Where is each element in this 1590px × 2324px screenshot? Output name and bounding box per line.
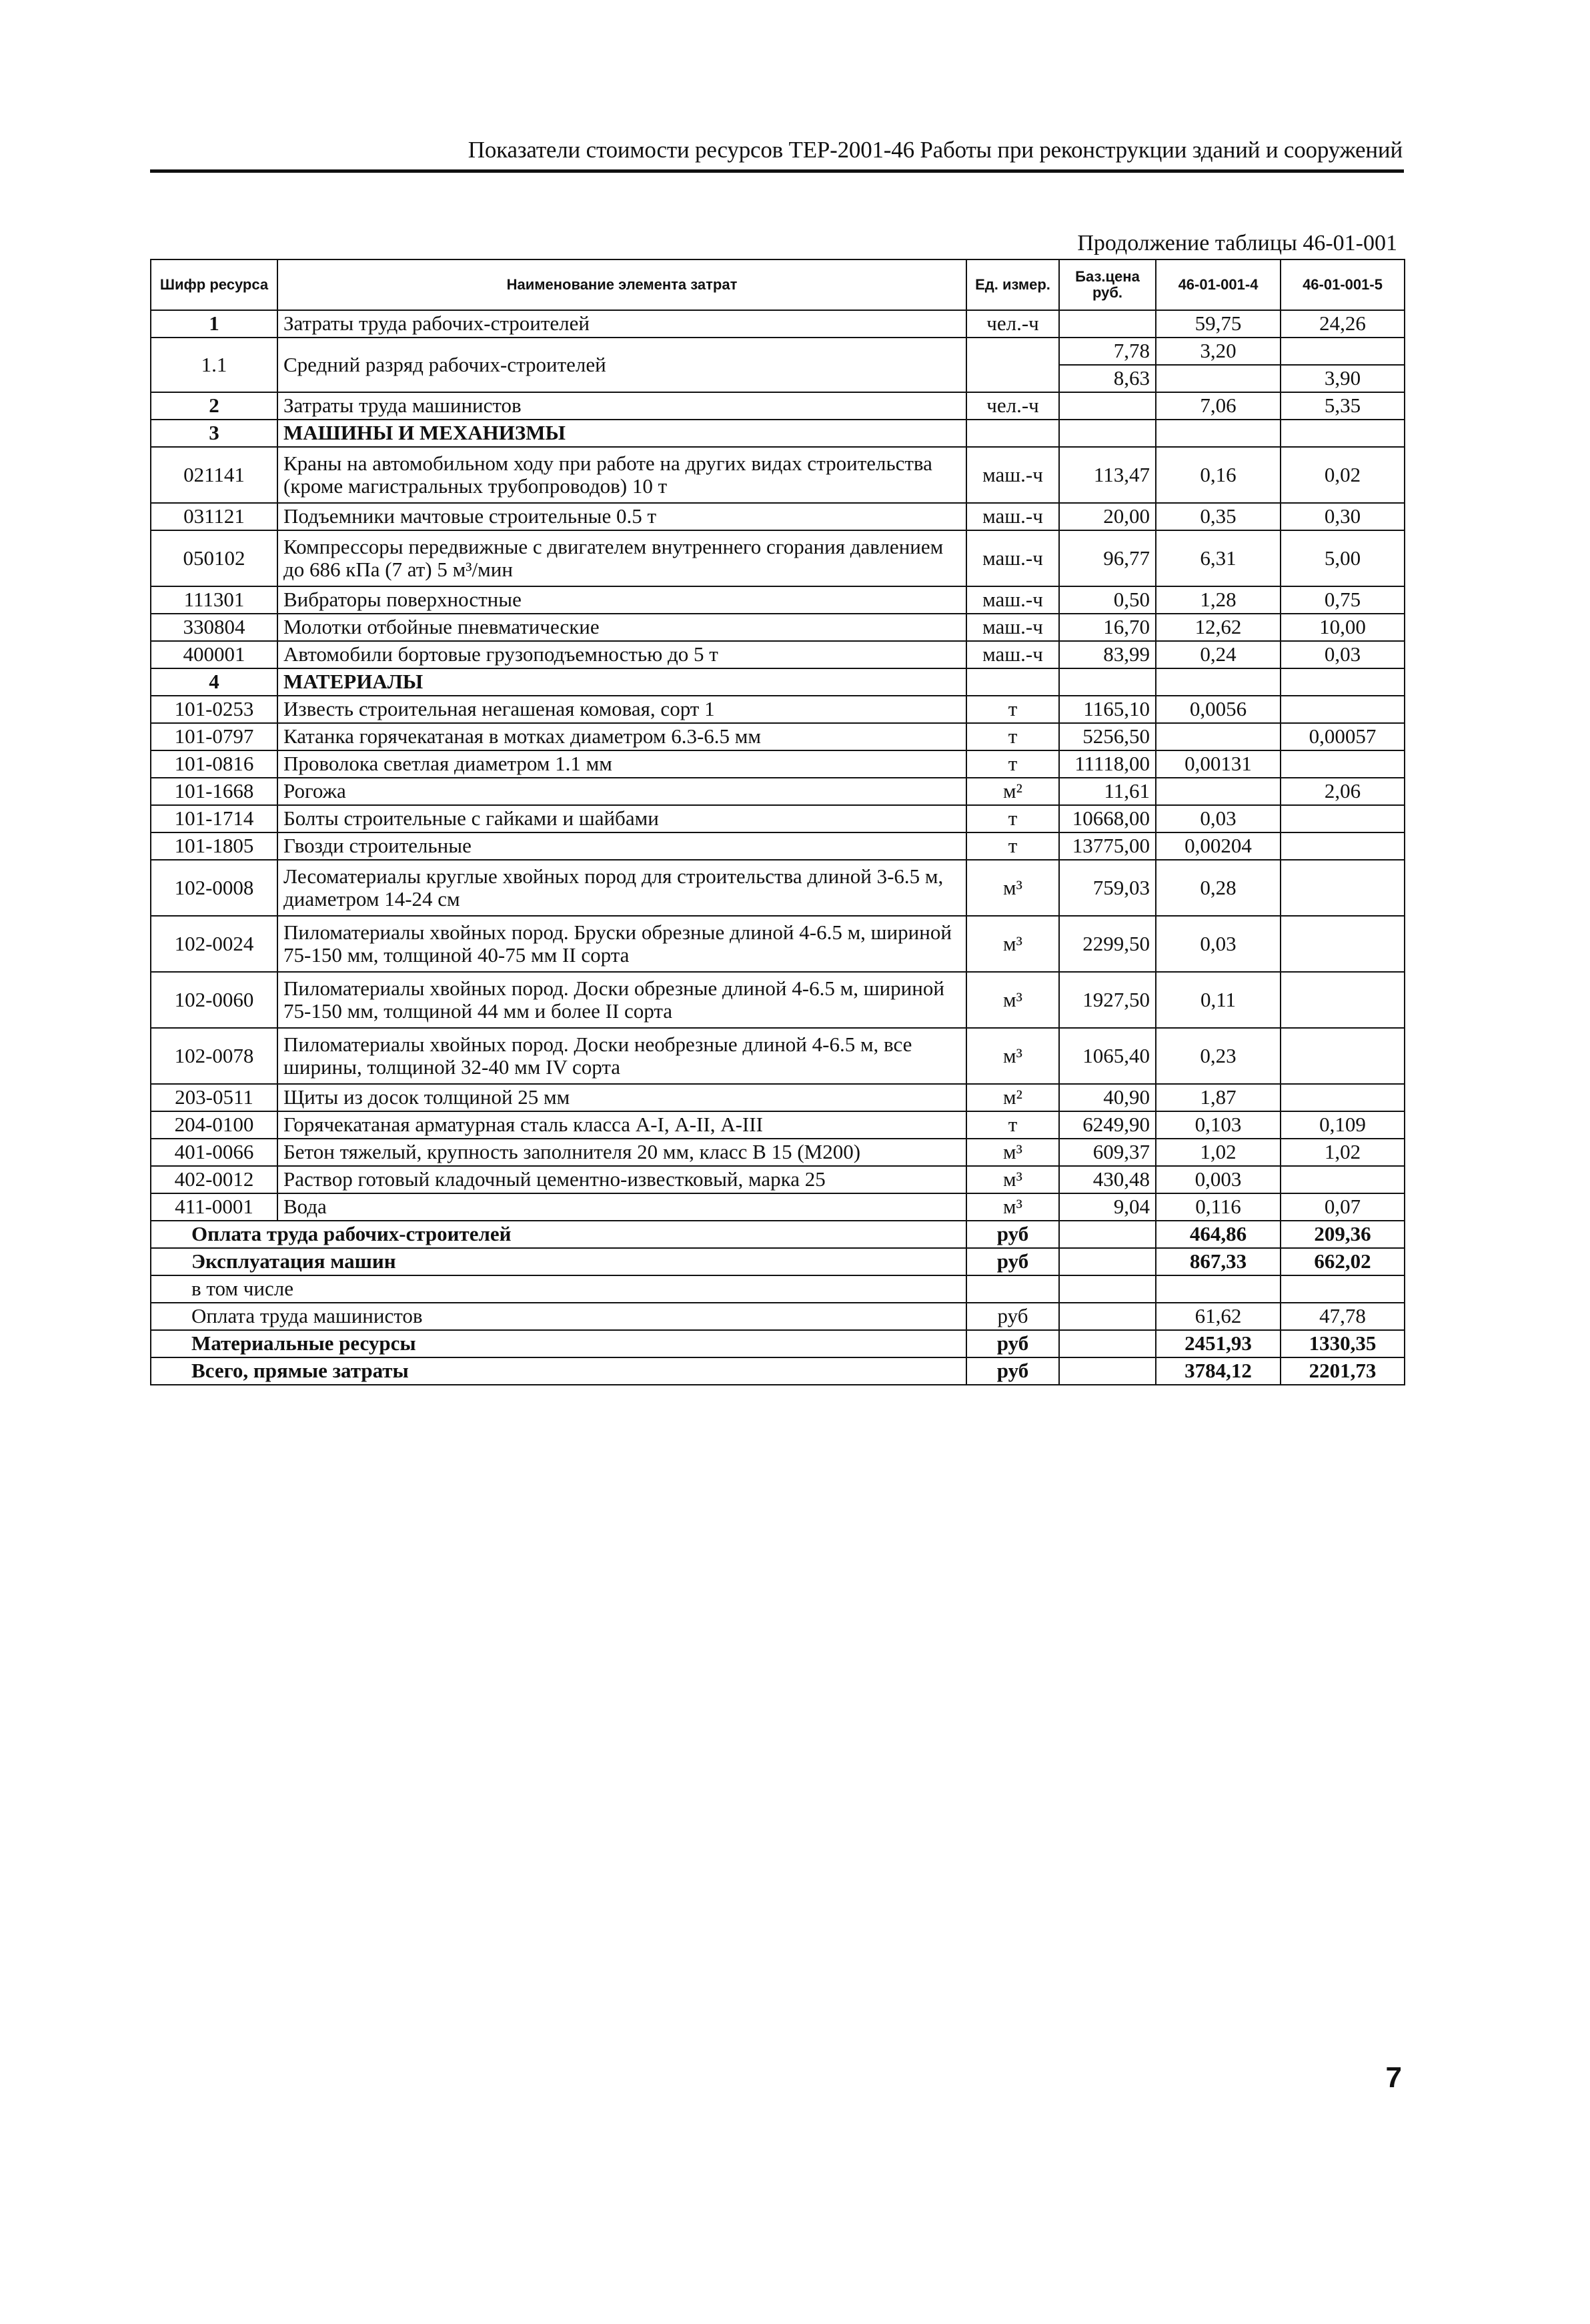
summary-46-01-001-5 <box>1281 1275 1405 1303</box>
cell-46-01-001-5: 10,00 <box>1281 614 1405 641</box>
cell-46-01-001-4: 0,03 <box>1156 805 1281 832</box>
summary-unit <box>966 1275 1059 1303</box>
cell-46-01-001-4: 0,24 <box>1156 641 1281 668</box>
cell-46-01-001-4: 1,02 <box>1156 1139 1281 1166</box>
cell-name: Пиломатериалы хвойных пород. Бруски обрезные длиной 4-6.5 м, шириной 75-150 мм, толщиной 40-75 мм II сорта <box>277 916 966 972</box>
cell-price: 11,61 <box>1059 778 1156 805</box>
cell-code: 204-0100 <box>151 1111 277 1139</box>
summary-label: Оплата труда рабочих-строителей <box>151 1221 966 1248</box>
summary-unit: руб <box>966 1248 1059 1275</box>
summary-row <box>151 1275 1405 1303</box>
cell-unit: м³ <box>966 860 1059 916</box>
cell-46-01-001-4: 0,00204 <box>1156 832 1281 860</box>
cell-price: 0,50 <box>1059 586 1156 614</box>
table-row <box>151 586 1405 614</box>
cell-46-01-001-4: 59,75 <box>1156 310 1281 338</box>
cell-46-01-001-4: 0,03 <box>1156 916 1281 972</box>
page-number: 7 <box>1385 2061 1402 2094</box>
summary-row <box>151 1248 1405 1275</box>
cell-price <box>1059 392 1156 420</box>
cell-46-01-001-5: 0,75 <box>1281 586 1405 614</box>
cell-unit: т <box>966 805 1059 832</box>
cell-code: 203-0511 <box>151 1084 277 1111</box>
table-row <box>151 778 1405 805</box>
summary-label: Оплата труда машинистов <box>151 1303 966 1330</box>
cell-46-01-001-5: 0,03 <box>1281 641 1405 668</box>
cell-46-01-001-5: 5,00 <box>1281 530 1405 586</box>
summary-unit: руб <box>966 1303 1059 1330</box>
cell-price: 11118,00 <box>1059 750 1156 778</box>
cell-price: 83,99 <box>1059 641 1156 668</box>
cell-price: 759,03 <box>1059 860 1156 916</box>
cell-code: 101-1668 <box>151 778 277 805</box>
summary-price-empty <box>1059 1248 1156 1275</box>
cell-name: Пиломатериалы хвойных пород. Доски необрезные длиной 4-6.5 м, все ширины, толщиной 32-40 мм IV сорта <box>277 1028 966 1084</box>
cell-46-01-001-4: 0,116 <box>1156 1193 1281 1221</box>
cell-unit: м³ <box>966 1193 1059 1221</box>
col-header-code: Шифр ресурса <box>151 259 277 310</box>
cell-46-01-001-4: 0,23 <box>1156 1028 1281 1084</box>
summary-price-empty <box>1059 1303 1156 1330</box>
table-header-row <box>151 259 1405 310</box>
summary-46-01-001-5: 2201,73 <box>1281 1357 1405 1385</box>
summary-label: в том числе <box>151 1275 966 1303</box>
cell-name: Раствор готовый кладочный цементно-известковый, марка 25 <box>277 1166 966 1193</box>
summary-46-01-001-4: 867,33 <box>1156 1248 1281 1275</box>
cell-46-01-001-5 <box>1281 750 1405 778</box>
cell-unit: чел.-ч <box>966 392 1059 420</box>
cell-46-01-001-5: 0,00057 <box>1281 723 1405 750</box>
cell-name: Болты строительные с гайками и шайбами <box>277 805 966 832</box>
cell-price: 1165,10 <box>1059 696 1156 723</box>
cell-unit: маш.-ч <box>966 503 1059 530</box>
cell-46-01-001-5 <box>1281 1166 1405 1193</box>
cell-price <box>1059 420 1156 447</box>
cell-unit: м³ <box>966 1139 1059 1166</box>
cell-unit: т <box>966 1111 1059 1139</box>
cell-name: Средний разряд рабочих-строителей <box>277 338 966 392</box>
cell-price: 1927,50 <box>1059 972 1156 1028</box>
cell-unit: м³ <box>966 916 1059 972</box>
cell-name: Затраты труда машинистов <box>277 392 966 420</box>
table-row <box>151 1028 1405 1084</box>
cell-unit: м² <box>966 778 1059 805</box>
cell-unit: маш.-ч <box>966 614 1059 641</box>
cell-code: 101-0797 <box>151 723 277 750</box>
table-row <box>151 392 1405 420</box>
cell-46-01-001-5 <box>1281 1028 1405 1084</box>
cell-46-01-001-4: 7,06 <box>1156 392 1281 420</box>
cell-code: 402-0012 <box>151 1166 277 1193</box>
summary-46-01-001-5: 1330,35 <box>1281 1330 1405 1357</box>
cell-46-01-001-5 <box>1281 1084 1405 1111</box>
table-row <box>151 614 1405 641</box>
page-header: Показатели стоимости ресурсов ТЕР-2001-46 Работы при реконструкции зданий и сооружений <box>468 137 1403 163</box>
cell-46-01-001-5: 1,02 <box>1281 1139 1405 1166</box>
cell-name: Проволока светлая диаметром 1.1 мм <box>277 750 966 778</box>
table-row <box>151 503 1405 530</box>
cell-name: Вода <box>277 1193 966 1221</box>
cell-name: Краны на автомобильном ходу при работе на других видах строительства (кроме магистральных трубопроводов) 10 т <box>277 447 966 503</box>
summary-label: Материальные ресурсы <box>151 1330 966 1357</box>
cell-unit <box>966 668 1059 696</box>
cell-name: Пиломатериалы хвойных пород. Доски обрезные длиной 4-6.5 м, шириной 75-150 мм, толщиной 44 мм и более II сорта <box>277 972 966 1028</box>
summary-row <box>151 1303 1405 1330</box>
summary-price-empty <box>1059 1330 1156 1357</box>
cell-46-01-001-4 <box>1156 668 1281 696</box>
cell-46-01-001-4: 1,87 <box>1156 1084 1281 1111</box>
cell-code: 102-0008 <box>151 860 277 916</box>
table-row <box>151 338 1405 365</box>
cell-name: Бетон тяжелый, крупность заполнителя 20 мм, класс В 15 (М200) <box>277 1139 966 1166</box>
cell-46-01-001-4: 6,31 <box>1156 530 1281 586</box>
cell-name: Известь строительная негашеная комовая, сорт 1 <box>277 696 966 723</box>
cell-name: Подъемники мачтовые строительные 0.5 т <box>277 503 966 530</box>
summary-price-empty <box>1059 1221 1156 1248</box>
cell-unit: т <box>966 696 1059 723</box>
header-rule <box>150 169 1404 173</box>
table-row <box>151 723 1405 750</box>
cell-price: 6249,90 <box>1059 1111 1156 1139</box>
table-row <box>151 420 1405 447</box>
cell-46-01-001-4: 0,0056 <box>1156 696 1281 723</box>
cell-price: 113,47 <box>1059 447 1156 503</box>
cell-price: 13775,00 <box>1059 832 1156 860</box>
cell-46-01-001-4: 0,103 <box>1156 1111 1281 1139</box>
cell-46-01-001-5 <box>1281 338 1405 365</box>
cell-46-01-001-5: 0,07 <box>1281 1193 1405 1221</box>
summary-46-01-001-4: 464,86 <box>1156 1221 1281 1248</box>
cell-name: Катанка горячекатаная в мотках диаметром 6.3-6.5 мм <box>277 723 966 750</box>
summary-unit: руб <box>966 1357 1059 1385</box>
col-header-46-01-001-5: 46-01-001-5 <box>1281 259 1405 310</box>
cell-code: 2 <box>151 392 277 420</box>
cell-code: 101-1805 <box>151 832 277 860</box>
cell-name: Автомобили бортовые грузоподъемностью до 5 т <box>277 641 966 668</box>
cell-name: Щиты из досок толщиной 25 мм <box>277 1084 966 1111</box>
table-row <box>151 1084 1405 1111</box>
cell-unit: т <box>966 750 1059 778</box>
cell-unit: м³ <box>966 1028 1059 1084</box>
cell-46-01-001-5: 0,109 <box>1281 1111 1405 1139</box>
cell-code: 411-0001 <box>151 1193 277 1221</box>
col-header-name: Наименование элемента затрат <box>277 259 966 310</box>
table-caption: Продолжение таблицы 46-01-001 <box>1077 231 1397 255</box>
cell-46-01-001-5 <box>1281 860 1405 916</box>
cell-unit <box>966 338 1059 392</box>
cell-unit: т <box>966 723 1059 750</box>
cell-unit: м² <box>966 1084 1059 1111</box>
cell-code: 102-0078 <box>151 1028 277 1084</box>
cell-unit: маш.-ч <box>966 447 1059 503</box>
summary-row <box>151 1330 1405 1357</box>
cell-price: 7,78 <box>1059 338 1156 365</box>
summary-46-01-001-4: 3784,12 <box>1156 1357 1281 1385</box>
cell-price <box>1059 668 1156 696</box>
summary-row <box>151 1357 1405 1385</box>
table-row <box>151 1193 1405 1221</box>
summary-label: Всего, прямые затраты <box>151 1357 966 1385</box>
cell-46-01-001-4: 12,62 <box>1156 614 1281 641</box>
cell-46-01-001-4: 0,28 <box>1156 860 1281 916</box>
cell-46-01-001-5: 0,02 <box>1281 447 1405 503</box>
cell-unit: т <box>966 832 1059 860</box>
col-header-46-01-001-4: 46-01-001-4 <box>1156 259 1281 310</box>
cell-code: 101-0253 <box>151 696 277 723</box>
cell-price: 96,77 <box>1059 530 1156 586</box>
cell-46-01-001-5 <box>1281 972 1405 1028</box>
cell-price: 40,90 <box>1059 1084 1156 1111</box>
cell-code: 3 <box>151 420 277 447</box>
cell-code: 330804 <box>151 614 277 641</box>
col-header-unit: Ед. измер. <box>966 259 1059 310</box>
summary-46-01-001-4: 2451,93 <box>1156 1330 1281 1357</box>
cell-46-01-001-5: 3,90 <box>1281 365 1405 392</box>
cell-price <box>1059 310 1156 338</box>
cell-name: Вибраторы поверхностные <box>277 586 966 614</box>
cell-name: Горячекатаная арматурная сталь класса А-I, А-II, А-III <box>277 1111 966 1139</box>
table-row <box>151 1139 1405 1166</box>
table-row <box>151 860 1405 916</box>
summary-price-empty <box>1059 1275 1156 1303</box>
table-row <box>151 1111 1405 1139</box>
table-row <box>151 972 1405 1028</box>
summary-46-01-001-5: 662,02 <box>1281 1248 1405 1275</box>
cell-46-01-001-4: 0,00131 <box>1156 750 1281 778</box>
cell-unit: маш.-ч <box>966 586 1059 614</box>
cell-unit: м³ <box>966 1166 1059 1193</box>
cell-code: 050102 <box>151 530 277 586</box>
col-header-price: Баз.цена руб. <box>1059 259 1156 310</box>
summary-unit: руб <box>966 1330 1059 1357</box>
cell-code: 1.1 <box>151 338 277 392</box>
cell-unit: маш.-ч <box>966 530 1059 586</box>
cell-46-01-001-5 <box>1281 420 1405 447</box>
cell-46-01-001-5: 24,26 <box>1281 310 1405 338</box>
cell-46-01-001-5: 5,35 <box>1281 392 1405 420</box>
cell-name: Компрессоры передвижные с двигателем внутреннего сгорания давлением до 686 кПа (7 ат) 5 м³/мин <box>277 530 966 586</box>
table-row <box>151 916 1405 972</box>
cell-46-01-001-5 <box>1281 805 1405 832</box>
cell-code: 111301 <box>151 586 277 614</box>
cell-unit <box>966 420 1059 447</box>
resource-table <box>150 259 1405 1385</box>
cell-46-01-001-4: 0,35 <box>1156 503 1281 530</box>
cell-code: 021141 <box>151 447 277 503</box>
cell-name: МАШИНЫ И МЕХАНИЗМЫ <box>277 420 966 447</box>
summary-row <box>151 1221 1405 1248</box>
table-row <box>151 530 1405 586</box>
cell-price: 20,00 <box>1059 503 1156 530</box>
table-row <box>151 696 1405 723</box>
cell-price: 10668,00 <box>1059 805 1156 832</box>
cell-code: 102-0024 <box>151 916 277 972</box>
cell-code: 401-0066 <box>151 1139 277 1166</box>
table-row <box>151 668 1405 696</box>
cell-name: Лесоматериалы круглые хвойных пород для строительства длиной 3-6.5 м, диаметром 14-24 см <box>277 860 966 916</box>
cell-code: 1 <box>151 310 277 338</box>
cell-unit: маш.-ч <box>966 641 1059 668</box>
cell-price: 1065,40 <box>1059 1028 1156 1084</box>
summary-46-01-001-5: 209,36 <box>1281 1221 1405 1248</box>
cell-46-01-001-5: 2,06 <box>1281 778 1405 805</box>
summary-price-empty <box>1059 1357 1156 1385</box>
cell-46-01-001-5 <box>1281 668 1405 696</box>
cell-unit: м³ <box>966 972 1059 1028</box>
table-row <box>151 805 1405 832</box>
table-row <box>151 1166 1405 1193</box>
table-row <box>151 750 1405 778</box>
cell-46-01-001-5 <box>1281 696 1405 723</box>
cell-code: 101-1714 <box>151 805 277 832</box>
summary-unit: руб <box>966 1221 1059 1248</box>
summary-46-01-001-4: 61,62 <box>1156 1303 1281 1330</box>
cell-46-01-001-4: 0,11 <box>1156 972 1281 1028</box>
cell-price: 2299,50 <box>1059 916 1156 972</box>
cell-46-01-001-4 <box>1156 723 1281 750</box>
cell-price: 9,04 <box>1059 1193 1156 1221</box>
cell-46-01-001-4: 3,20 <box>1156 338 1281 365</box>
cell-code: 400001 <box>151 641 277 668</box>
cell-46-01-001-4 <box>1156 420 1281 447</box>
cell-price: 8,63 <box>1059 365 1156 392</box>
cell-code: 102-0060 <box>151 972 277 1028</box>
cell-46-01-001-5: 0,30 <box>1281 503 1405 530</box>
cell-name: Затраты труда рабочих-строителей <box>277 310 966 338</box>
cell-code: 4 <box>151 668 277 696</box>
summary-label: Эксплуатация машин <box>151 1248 966 1275</box>
cell-price: 430,48 <box>1059 1166 1156 1193</box>
summary-46-01-001-5: 47,78 <box>1281 1303 1405 1330</box>
table-row <box>151 832 1405 860</box>
table-row <box>151 641 1405 668</box>
cell-name: Молотки отбойные пневматические <box>277 614 966 641</box>
cell-name: МАТЕРИАЛЫ <box>277 668 966 696</box>
cell-46-01-001-4: 1,28 <box>1156 586 1281 614</box>
cell-46-01-001-4 <box>1156 365 1281 392</box>
cell-46-01-001-5 <box>1281 832 1405 860</box>
cell-46-01-001-4 <box>1156 778 1281 805</box>
summary-46-01-001-4 <box>1156 1275 1281 1303</box>
cell-price: 5256,50 <box>1059 723 1156 750</box>
cell-code: 101-0816 <box>151 750 277 778</box>
cell-46-01-001-4: 0,16 <box>1156 447 1281 503</box>
cell-name: Рогожа <box>277 778 966 805</box>
cell-unit: чел.-ч <box>966 310 1059 338</box>
cell-price: 16,70 <box>1059 614 1156 641</box>
table-row <box>151 447 1405 503</box>
cell-46-01-001-5 <box>1281 916 1405 972</box>
cell-price: 609,37 <box>1059 1139 1156 1166</box>
cell-name: Гвозди строительные <box>277 832 966 860</box>
table-row <box>151 310 1405 338</box>
cell-46-01-001-4: 0,003 <box>1156 1166 1281 1193</box>
cell-code: 031121 <box>151 503 277 530</box>
